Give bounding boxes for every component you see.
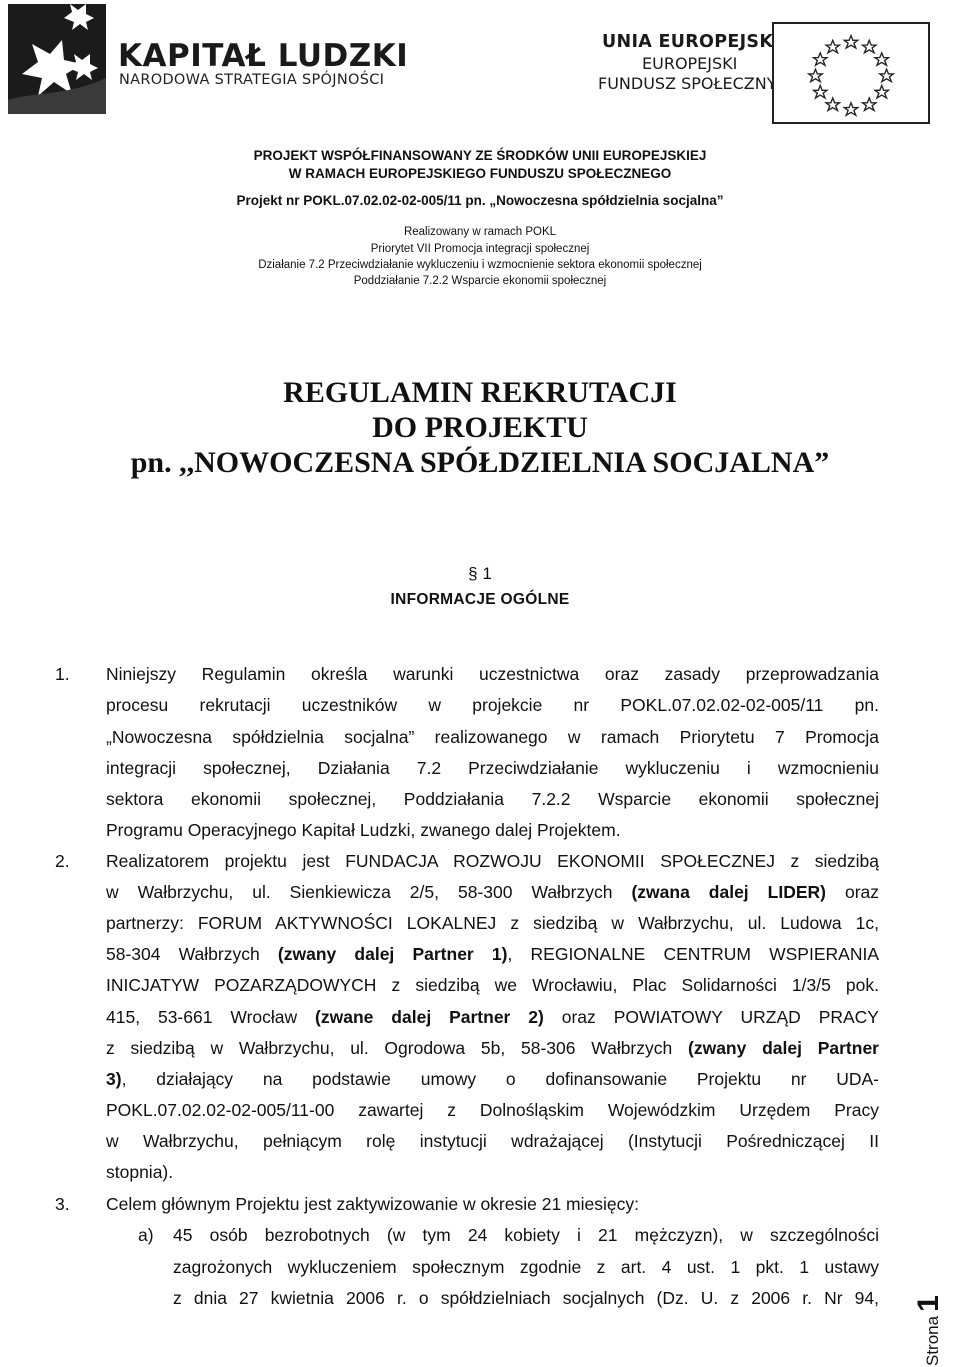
lider-label: (zwana dalej LIDER) [631,882,826,902]
paragraph-1-line: Niniejszy Regulamin określa warunki uczestnictwa oraz zasady przeprowadzania [106,664,879,684]
partner-3-label-end: 3) [106,1069,122,1089]
eu-logo-line2: EUROPEJSKI [642,54,738,73]
paragraph-1-line: Programu Operacyjnego Kapitał Ludzki, zwanego dalej Projektem. [106,820,621,840]
kapital-ludzki-mark-icon [8,4,106,114]
paragraph-2-text: , REGIONALNE CENTRUM WSPIERANIA [507,944,879,964]
paragraph-2-text: oraz POWIATOWY URZĄD PRACY [543,1007,879,1027]
paragraph-2-line [106,1038,879,1059]
paragraph-2-line: INICJATYW POZARZĄDOWYCH z siedzibą we Wrocławiu, Plac Solidarności 1/3/5 pok. [106,975,879,995]
paragraph-2-line [106,882,879,903]
paragraph-2-text: z siedzibą w Wałbrzychu, ul. Ogrodowa 5b, 58-306 Wałbrzych [106,1038,688,1058]
kapital-ludzki-subtitle: NARODOWA STRATEGIA SPÓJNOŚCI [119,72,385,88]
section-heading: INFORMACJE OGÓLNE [390,591,570,608]
list-item-a-line: zagrożonych wykluczeniem społecznym zgodnie z art. 4 ust. 1 pkt. 1 ustawy [173,1257,879,1277]
paragraph-2-line: Realizatorem projektu jest FUNDACJA ROZWOJU EKONOMII SPOŁECZNEJ z siedzibą [106,851,879,871]
paragraph-1-number: 1. [55,664,70,684]
eu-logo [590,26,950,96]
paragraph-2-text: , działający na podstawie umowy o dofinansowanie Projektu nr UDA- [121,1069,879,1089]
project-number-line: Projekt nr POKL.07.02.02-02-005/11 pn. „Nowoczesna spółdzielnia socjalna” [236,193,724,208]
partner-1-label: (zwany dalej Partner 1) [277,944,508,964]
page-label: Strona [923,1315,942,1366]
paragraph-2-line [106,1007,879,1028]
paragraph-2-line: POKL.07.02.02-02-005/11-00 zawartej z Dolnośląskim Wojewódzkim Urzędem Pracy [106,1100,879,1120]
list-item-a-label: a) [138,1225,154,1245]
paragraph-2-text: 415, 53-661 Wrocław [106,1007,316,1027]
project-subaction-line: Poddziałanie 7.2.2 Wsparcie ekonomii społecznej [353,275,607,287]
paragraph-3-line: Celem głównym Projektu jest zaktywizowanie w okresie 21 miesięcy: [106,1194,639,1214]
paragraph-1-line: procesu rekrutacji uczestników w projekcie nr POKL.07.02.02-02-005/11 pn. [106,695,879,715]
list-item-a-line: z dnia 27 kwietnia 2006 r. o spółdzielniach socjalnych (Dz. U. z 2006 r. Nr 94, [173,1288,879,1308]
page-number-footer [912,1295,946,1366]
paragraph-2-text: w Wałbrzychu, ul. Sienkiewicza 2/5, 58-300 Wałbrzych [106,882,632,902]
document-title-line2: DO PROJEKTU [372,411,588,444]
eu-logo-line3: FUNDUSZ SPOŁECZNY [598,74,777,93]
paragraph-3-number: 3. [55,1194,70,1214]
project-cofinanced-line2: W RAMACH EUROPEJSKIEGO FUNDUSZU SPOŁECZNEGO [288,166,672,181]
kapital-ludzki-logo [8,4,409,114]
partner-2-label: (zwane dalej Partner 2) [315,1007,544,1027]
paragraph-1-line: sektora ekonomii społecznej, Poddziałania 7.2.2 Wsparcie ekonomii społecznej [106,789,879,809]
paragraph-1-line: „Nowoczesna spółdzielnia socjalna” realizowanego w ramach Priorytetu 7 Promocja [106,727,879,747]
list-item-a-line: 45 osób bezrobotnych (w tym 24 kobiety i 21 mężczyzn), w szczególności [173,1225,879,1245]
paragraph-2-line: partnerzy: FORUM AKTYWNOŚCI LOKALNEJ z siedzibą w Wałbrzychu, ul. Ludowa 1c, [106,913,879,933]
paragraph-2-text: 58-304 Wałbrzych [106,944,278,964]
paragraph-2-line [106,944,879,965]
kapital-ludzki-title: KAPITAŁ LUDZKI [118,38,409,74]
project-cofinanced-line1: PROJEKT WSPÓŁFINANSOWANY ZE ŚRODKÓW UNII EUROPEJSKIEJ [253,148,707,163]
paragraph-1-line: integracji społecznej, Działania 7.2 Przeciwdziałanie wykluczeniu i wzmocnieniu [106,758,879,778]
project-action-line: Działanie 7.2 Przeciwdziałanie wykluczeniu i wzmocnienie sektora ekonomii społecznej [258,259,702,271]
project-priority-line: Priorytet VII Promocja integracji społecznej [370,243,590,255]
project-pokl-line: Realizowany w ramach POKL [403,226,557,238]
paragraph-2-line [106,1069,879,1090]
section-sign: § 1 [468,564,492,583]
page-number: 1 [912,1295,945,1312]
eu-logo-line1: UNIA EUROPEJSKA [602,32,788,52]
partner-3-label: (zwany dalej Partner [688,1038,879,1058]
paragraph-2-text: oraz [825,882,880,902]
document-title-line1: REGULAMIN REKRUTACJI [283,376,677,409]
document-title-line3: pn. ,,NOWOCZESNA SPÓŁDZIELNIA SOCJALNA” [130,446,830,479]
eu-flag-icon [772,22,930,124]
paragraph-2-number: 2. [55,851,70,871]
paragraph-2-line: w Wałbrzychu, pełniącym rolę instytucji wdrażającej (Instytucji Pośredniczącej II [106,1131,879,1151]
paragraph-2-line: stopnia). [106,1162,174,1182]
